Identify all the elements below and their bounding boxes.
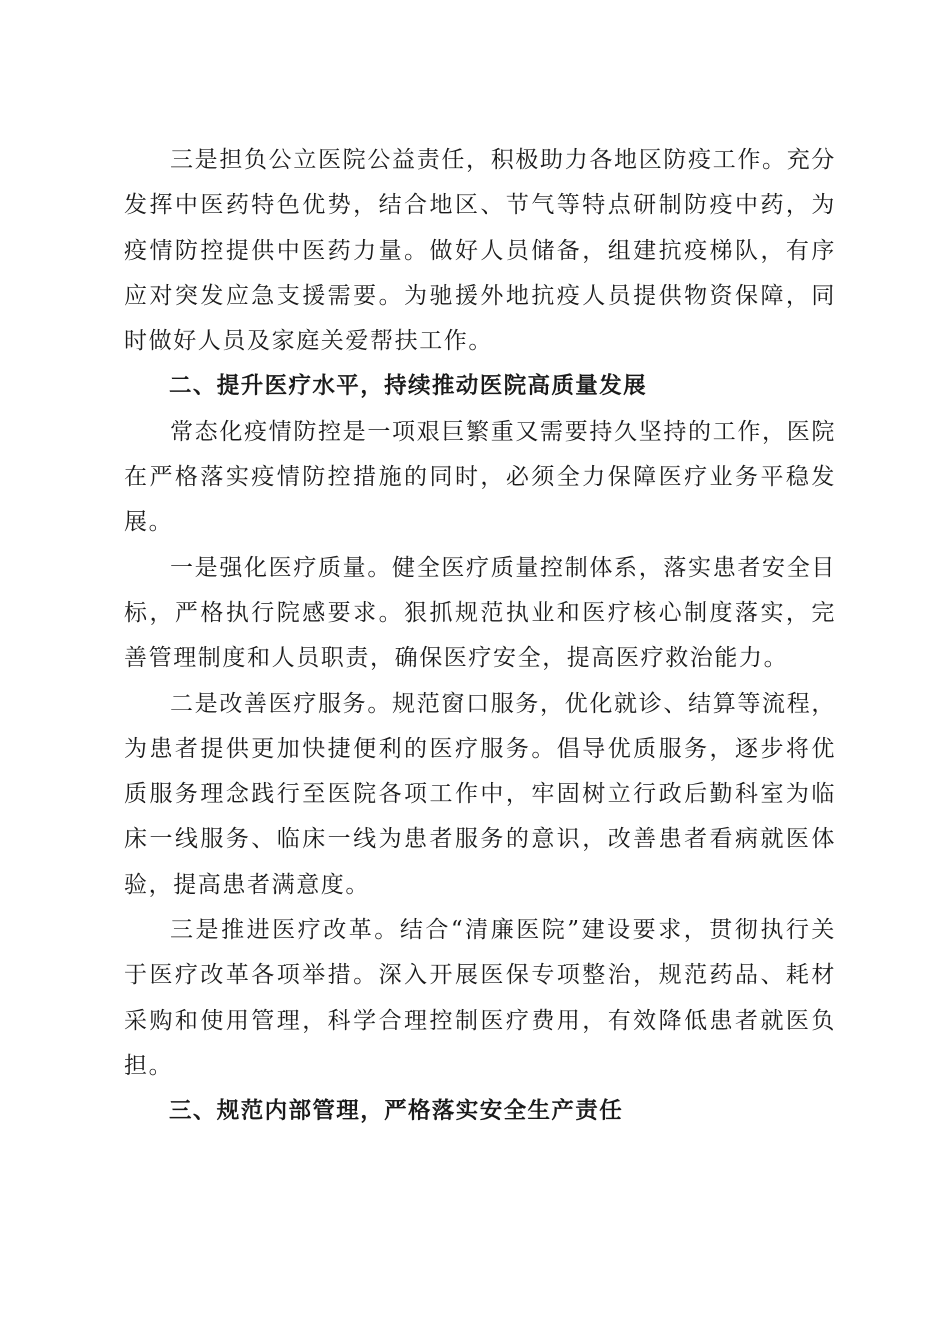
paragraph-lead: 三是担负公立医院公益责任，积极助力各地区防疫工作。 (170, 147, 787, 173)
paragraph-public-welfare (124, 138, 836, 364)
paragraph-body: 结合“清廉医院”建设要求，贯彻执行关于医疗改革各项举措。深入开展医保专项整治，规范药品、耗材采购和使用管理，科学合理控制医疗费用，有效降低患者就医负担。 (124, 917, 836, 1079)
paragraph-medical-reform (124, 908, 836, 1089)
paragraph-medical-quality (124, 546, 836, 682)
paragraph-lead: 一是强化医疗质量。 (170, 554, 393, 581)
paragraph-intro-medical (124, 410, 836, 546)
paragraph-lead: 三是推进医疗改革。 (170, 917, 400, 944)
section-heading-3: 三、规范内部管理，严格落实安全生产责任 (169, 1098, 624, 1125)
paragraph-medical-service (124, 682, 836, 908)
paragraph-body: 充分发挥中医药特色优势，结合地区、节气等特点研制防疫中药，为疫情防控提供中医药力量。做好人员储备，组建抗疫梯队，有序应对突发应急支援需要。为驰援外地抗疫人员提供物资保障，同时做好人员及家庭关爱帮扶工作。 (124, 147, 837, 355)
paragraph-lead: 二是改善医疗服务。 (170, 690, 393, 717)
section-heading-2: 二、提升医疗水平，持续推动医院高质量发展 (169, 373, 648, 400)
paragraph-body: 规范窗口服务，优化就诊、结算等流程，为患者提供更加快捷便利的医疗服务。倡导优质服务，逐步将优质服务理念践行至医院各项工作中，牢固树立行政后勤科室为临床一线服务、临床一线为患者服务的意识，改善患者看病就医体验，提高患者满意度。 (124, 690, 836, 898)
paragraph-body: 健全医疗质量控制体系，落实患者安全目标，严格执行院感要求。狠抓规范执业和医疗核心制度落实，完善管理制度和人员职责，确保医疗安全，提高医疗救治能力。 (124, 554, 836, 672)
paragraph-body: 常态化疫情防控是一项艰巨繁重又需要持久坚持的工作，医院在严格落实疫情防控措施的同时，必须全力保障医疗业务平稳发展。 (124, 418, 836, 536)
document-page (124, 138, 836, 1135)
